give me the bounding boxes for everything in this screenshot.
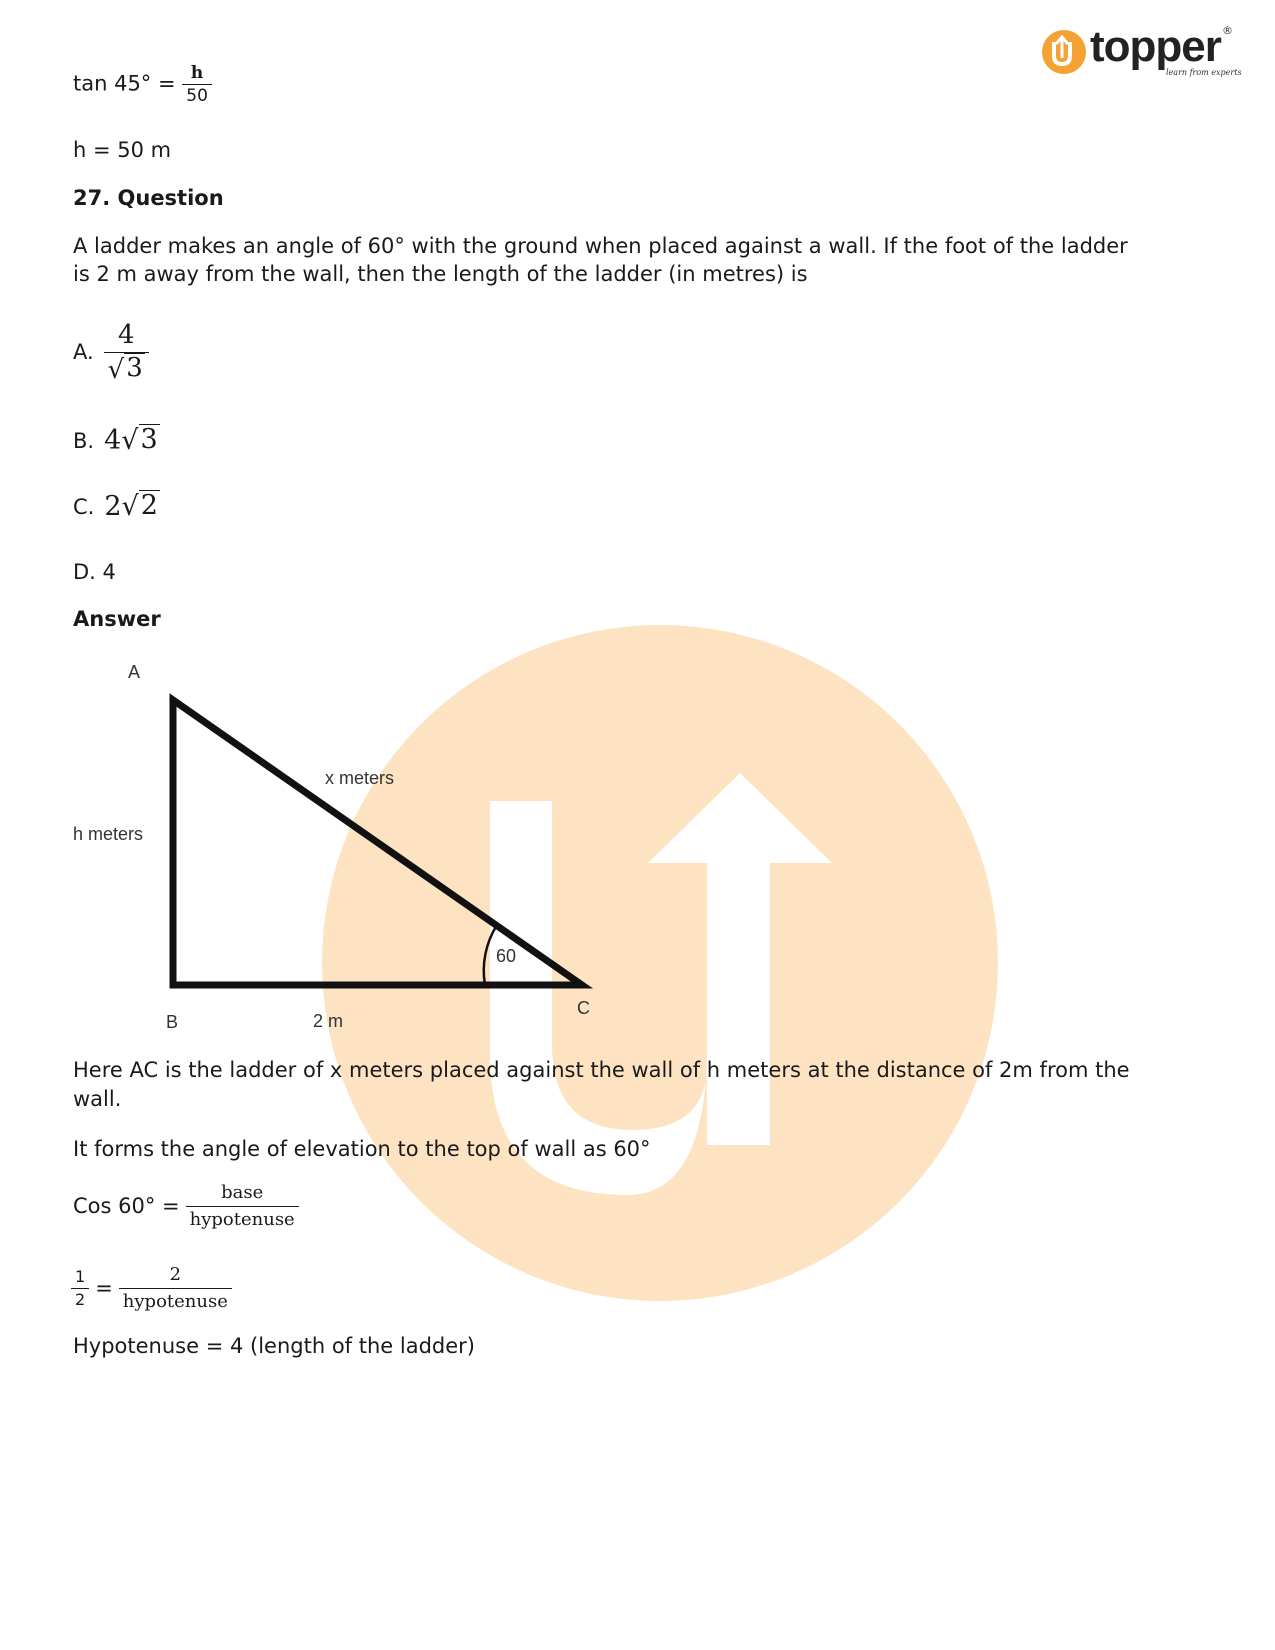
option-b-value: 4 √ 3 — [104, 424, 158, 456]
angle-arc — [484, 925, 497, 985]
vertex-a-label: A — [128, 662, 141, 682]
answer-heading: Answer — [73, 607, 161, 631]
explanation-line2: wall. — [73, 1087, 122, 1111]
question-text-line1: A ladder makes an angle of 60° with the ground when placed against a wall. If the foot of the ladder — [73, 234, 1128, 258]
half-denominator: 2 — [75, 1290, 86, 1309]
option-c-label: C. — [73, 494, 95, 519]
cos-numerator: base — [221, 1182, 264, 1203]
wall-height-label: h meters — [73, 824, 144, 844]
elevation-text: It forms the angle of elevation to the top of wall as 60° — [73, 1137, 651, 1161]
tan-lhs: tan 45° = — [73, 71, 176, 96]
explanation-line1: Here AC is the ladder of x meters placed against the wall of h meters at the distance of 2m from the — [73, 1058, 1130, 1082]
angle-label: 60 — [496, 946, 517, 966]
option-c-value: 2 √ 2 — [104, 490, 158, 522]
tan-numerator: h — [190, 63, 204, 83]
option-a-radicand: 3 — [126, 353, 143, 383]
option-a-numerator: 4 — [117, 320, 135, 350]
cos-lhs: Cos 60° = — [73, 1194, 180, 1218]
cos-equation — [73, 1180, 299, 1233]
ladder-length-label: x meters — [325, 768, 395, 788]
h-result: h = 50 m — [73, 138, 172, 162]
half-equals: = — [95, 1276, 113, 1300]
logo-tagline: learn from experts — [1166, 68, 1242, 77]
option-b-radicand: 3 — [140, 424, 158, 455]
question-text-line2: is 2 m away from the wall, then the length of the ladder (in metres) is — [73, 262, 808, 286]
half-numerator: 1 — [75, 1267, 86, 1286]
option-b-coef: 4 — [104, 425, 122, 456]
question-heading: 27. Question — [73, 186, 224, 210]
tan-denominator: 50 — [186, 86, 208, 106]
option-c-coef: 2 — [104, 491, 122, 522]
registered-mark: ® — [1222, 24, 1233, 37]
triangle-shape — [173, 700, 582, 985]
vertex-c-label: C — [577, 998, 590, 1018]
two-denominator: hypotenuse — [122, 1291, 228, 1312]
option-b-label: B. — [73, 428, 95, 453]
cos-fraction — [186, 1180, 299, 1233]
final-answer: Hypotenuse = 4 (length of the ladder) — [73, 1334, 475, 1358]
two-fraction — [119, 1262, 232, 1315]
option-d-value: 4 — [102, 560, 116, 584]
option-a-label: A. — [73, 340, 94, 364]
vertex-b-label: B — [166, 1012, 179, 1032]
half-fraction — [71, 1266, 89, 1311]
option-d-label: D. — [73, 560, 96, 584]
two-numerator: 2 — [169, 1264, 182, 1285]
option-c-radicand: 2 — [140, 490, 158, 521]
base-length-label: 2 m — [313, 1011, 344, 1031]
cos-denominator: hypotenuse — [189, 1209, 295, 1230]
logo-text: topper — [1090, 22, 1221, 71]
option-a-denominator: √ 3 — [107, 353, 143, 385]
half-equation — [71, 1262, 232, 1315]
